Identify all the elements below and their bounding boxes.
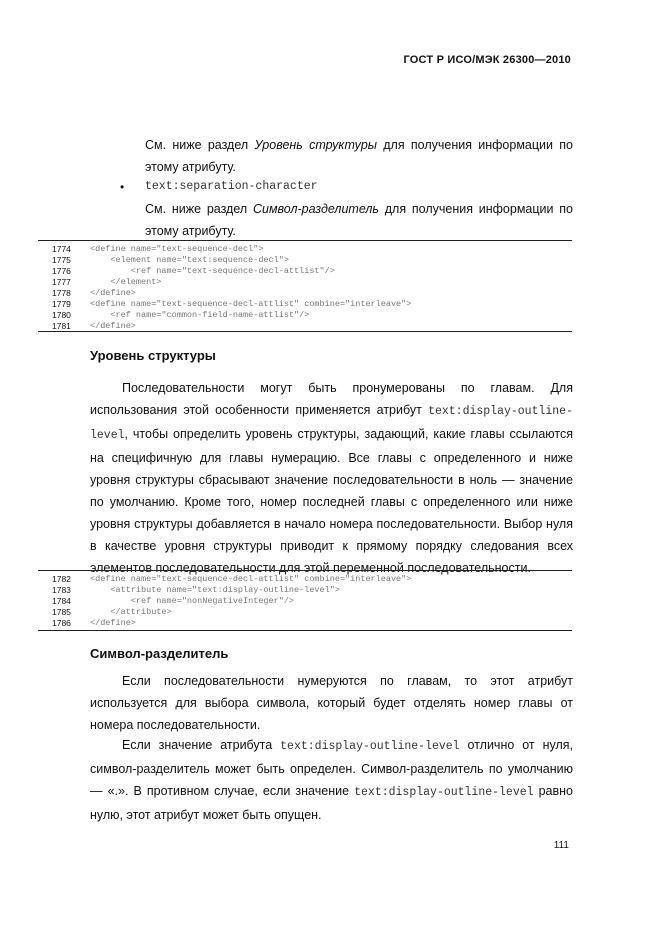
- code-line-text: </element>: [90, 277, 162, 287]
- code-line-text: <ref name="nonNegativeInteger"/>: [90, 596, 295, 606]
- section2-attribute-2: text:display-outline-level: [354, 786, 534, 799]
- code-line-number: 1780: [52, 310, 71, 320]
- code-line-number: 1784: [52, 596, 71, 606]
- code-line-text: </define>: [90, 321, 136, 331]
- standard-header: ГОСТ Р ИСО/МЭК 26300—2010: [403, 54, 571, 66]
- section1-text-a: Последовательности могут быть пронумерованы по главам. Для использования этой особенности применяется атрибут: [90, 381, 573, 417]
- code-line-text: <define name="text-sequence-decl">: [90, 244, 264, 254]
- section1-paragraph: [90, 377, 573, 579]
- section1-text-b: , чтобы определить уровень структуры, задающий, какие главы ссылаются на специфичную для главы нумерацию. Все главы с определенного и ниже уровня структуры сбрасывают значение последовательности в ноль — значение по умолчанию. Кроме того, номер последней главы с определенного или ниже уровня структуры добавляется в начало номера последовательности. Выбор нуля в качестве уровня структуры приводит к прямому порядку следования всех элементов последовательности для этой переменной последовательности.: [90, 427, 573, 575]
- code-block-1-bottom-rule: [38, 331, 572, 332]
- intro-p2-emphasis: Символ-разделитель: [252, 202, 379, 216]
- intro-p2-text-a: См. ниже раздел: [145, 202, 253, 216]
- code-line-number: 1775: [52, 255, 71, 265]
- section1-attribute: text:display-outline-level: [90, 405, 573, 442]
- code-line-number: 1786: [52, 618, 71, 628]
- section2-p2-text-c: равно нулю, этот атрибут может быть опущен.: [90, 784, 574, 822]
- code-line-number: 1781: [52, 321, 71, 331]
- code-line-number: 1779: [52, 299, 71, 309]
- bullet-marker: •: [120, 180, 125, 194]
- code-line-number: 1783: [52, 585, 71, 595]
- section2-attribute-1: text:display-outline-level: [280, 740, 460, 753]
- code-line-text: </define>: [90, 618, 136, 628]
- intro-p1-text-a: См. ниже раздел: [145, 138, 255, 152]
- code-line-text: <ref name="text-sequence-decl-attlist"/>: [90, 266, 335, 276]
- code-line-number: 1776: [52, 266, 71, 276]
- code-block-2-bottom-rule: [38, 630, 572, 631]
- code-line-text: <element name="text:sequence-decl">: [90, 255, 289, 265]
- section2-p2-text-a: Если значение атрибута: [122, 738, 281, 752]
- intro-p2-text-b: для получения информации по этому атрибуту.: [145, 202, 574, 238]
- code-line-number: 1774: [52, 244, 71, 254]
- section2-paragraph-1: Если последовательности нумеруются по главам, то этот атрибут используется для выбора символа, который будет отделять номер главы от номера последовательности.: [90, 674, 573, 732]
- code-line-number: 1782: [52, 574, 71, 584]
- code-line-text: <define name="text-sequence-decl-attlist" combine="interleave">: [90, 299, 412, 309]
- code-line-text: <define name="text-sequence-decl-attlist" combine="interleave">: [90, 574, 412, 584]
- intro-paragraph-1: [145, 134, 573, 178]
- code-line-text: </attribute>: [90, 607, 172, 617]
- section-heading-outline-level: Уровень структуры: [90, 348, 216, 363]
- code-line-number: 1785: [52, 607, 71, 617]
- code-line-text: <attribute name="text:display-outline-level">: [90, 585, 340, 595]
- page-number: 111: [553, 840, 569, 851]
- code-line-text: <ref name="common-field-name-attlist"/>: [90, 310, 310, 320]
- intro-paragraph-2: [145, 198, 573, 242]
- section-heading-separator: Символ-разделитель: [90, 646, 229, 661]
- code-line-number: 1778: [52, 288, 71, 298]
- intro-p1-text-b: для получения информации по этому атрибуту.: [145, 138, 573, 174]
- code-block-1-top-rule: [38, 240, 572, 241]
- bullet-attribute: text:separation-character: [145, 180, 318, 193]
- code-line-text: </define>: [90, 288, 136, 298]
- intro-p1-emphasis: Уровень структуры: [254, 138, 377, 152]
- code-block-2-top-rule: [38, 570, 572, 571]
- section2-paragraph-2: [90, 734, 573, 826]
- section2-p2-text-b: отлично от нуля, символ-разделитель может быть определен. Символ-разделитель по умолчанию — «.». В противном случае, если значение: [90, 738, 573, 798]
- code-line-number: 1777: [52, 277, 71, 287]
